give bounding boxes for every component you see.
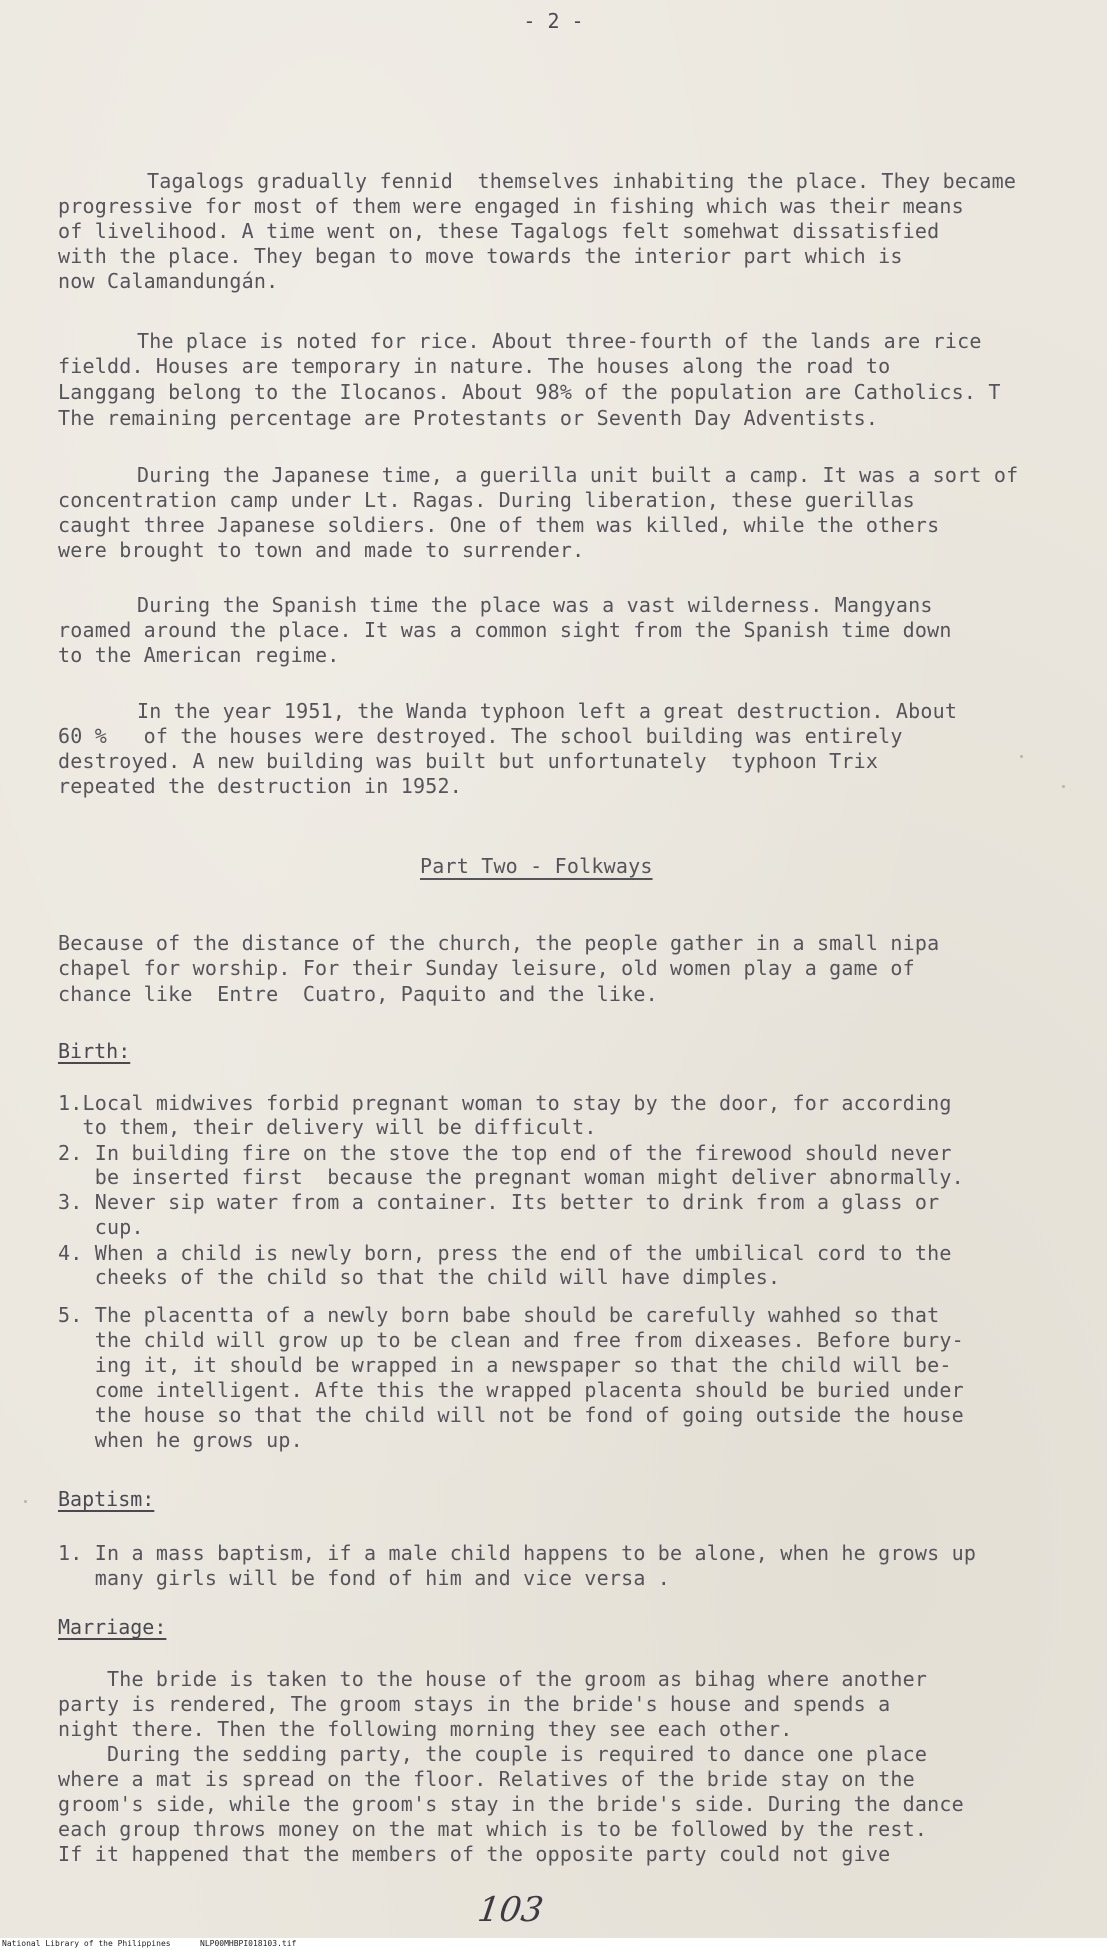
list-item: ing it, it should be wrapped in a newspaper so that the child will be- [58,1353,952,1377]
list-item: 2. In building fire on the stove the top end of the firewood should never [58,1141,952,1165]
list-item: the child will grow up to be clean and free from dixeases. Before bury- [58,1328,964,1352]
handwritten-page-number: 103 [475,1890,546,1930]
footer-library: National Library of the Philippines [2,1939,171,1948]
text-line: each group throws money on the mat which is to be followed by the rest. [58,1817,928,1841]
list-item: 5. The placentta of a newly born babe should be carefully wahhed so that [58,1303,940,1327]
text-line: of livelihood. A time went on, these Tagalogs felt somehwat dissatisfied [58,219,940,243]
text-line: During the sedding party, the couple is required to dance one place [58,1742,928,1766]
list-item: to them, their delivery will be difficult. [58,1115,597,1139]
scan-footer [0,1938,1107,1950]
list-item: 1. In a mass baptism, if a male child happens to be alone, when he grows up [58,1541,977,1565]
heading-baptism: Baptism: [58,1487,155,1511]
text-line: destroyed. A new building was built but unfortunately typhoon Trix [58,749,879,773]
heading-birth: Birth: [58,1039,131,1063]
text-line: Because of the distance of the church, the people gather in a small nipa [58,931,940,955]
text-line: fieldd. Houses are temporary in nature. The houses along the road to [58,354,891,378]
text-line: caught three Japanese soldiers. One of them was killed, while the others [58,513,940,537]
page-number: - 2 - [523,9,584,33]
heading-marriage: Marriage: [58,1615,167,1639]
list-item: 4. When a child is newly born, press the end of the umbilical cord to the [58,1241,952,1265]
list-item: cheeks of the child so that the child will have dimples. [58,1265,781,1289]
text-line: repeated the destruction in 1952. [58,774,462,798]
text-line: concentration camp under Lt. Ragas. During liberation, these guerillas [58,488,915,512]
scan-speck [1020,755,1023,758]
text-line: chance like Entre Cuatro, Paquito and the like. [58,982,658,1006]
text-line: to the American regime. [58,643,340,667]
text-line: During the Spanish time the place was a vast wilderness. Mangyans [88,593,933,617]
text-line: roamed around the place. It was a common sight from the Spanish time down [58,618,952,642]
text-line: Tagalogs gradually fennid themselves inhabiting the place. They became [98,169,1017,193]
list-item: come intelligent. Afte this the wrapped placenta should be buried under [58,1378,964,1402]
text-line: where a mat is spread on the floor. Relatives of the bride stay on the [58,1767,915,1791]
list-item: when he grows up. [58,1428,303,1452]
text-line: Langgang belong to the Ilocanos. About 98% of the population are Catholics. T [58,380,1001,404]
text-line: In the year 1951, the Wanda typhoon left a great destruction. About [88,699,958,723]
text-line: groom's side, while the groom's stay in the bride's side. During the dance [58,1792,964,1816]
text-line: with the place. They began to move towards the interior part which is [58,244,903,268]
text-line: progressive for most of them were engaged in fishing which was their means [58,194,964,218]
footer-file-id: NLP00MHBPI018103.tif [200,1939,297,1948]
text-line: During the Japanese time, a guerilla unit built a camp. It was a sort of [88,463,1019,487]
list-item: many girls will be fond of him and vice versa . [58,1566,671,1590]
text-line: party is rendered, The groom stays in the bride's house and spends a [58,1692,891,1716]
section-title-part-two: Part Two - Folkways [420,854,653,878]
list-item: the house so that the child will not be fond of going outside the house [58,1403,964,1427]
text-line: 60 % of the houses were destroyed. The school building was entirely [58,724,903,748]
list-item: be inserted first because the pregnant woman might deliver abnormally. [58,1165,964,1189]
text-line: were brought to town and made to surrender. [58,538,585,562]
text-line: The bride is taken to the house of the groom as bihag where another [58,1667,928,1691]
text-line: chapel for worship. For their Sunday leisure, old women play a game of [58,956,915,980]
text-line: The remaining percentage are Protestants or Seventh Day Adventists. [58,406,879,430]
text-line: The place is noted for rice. About three-fourth of the lands are rice [88,329,982,353]
list-item: cup. [58,1215,144,1239]
scan-speck [24,1500,27,1503]
list-item: 3. Never sip water from a container. Its better to drink from a glass or [58,1190,940,1214]
list-item: 1.Local midwives forbid pregnant woman to stay by the door, for according [58,1091,952,1115]
text-line: night there. Then the following morning they see each other. [58,1717,793,1741]
text-line: If it happened that the members of the opposite party could not give [58,1842,891,1866]
text-line: now Calamandungán. [58,269,279,293]
scan-speck [1062,785,1065,788]
